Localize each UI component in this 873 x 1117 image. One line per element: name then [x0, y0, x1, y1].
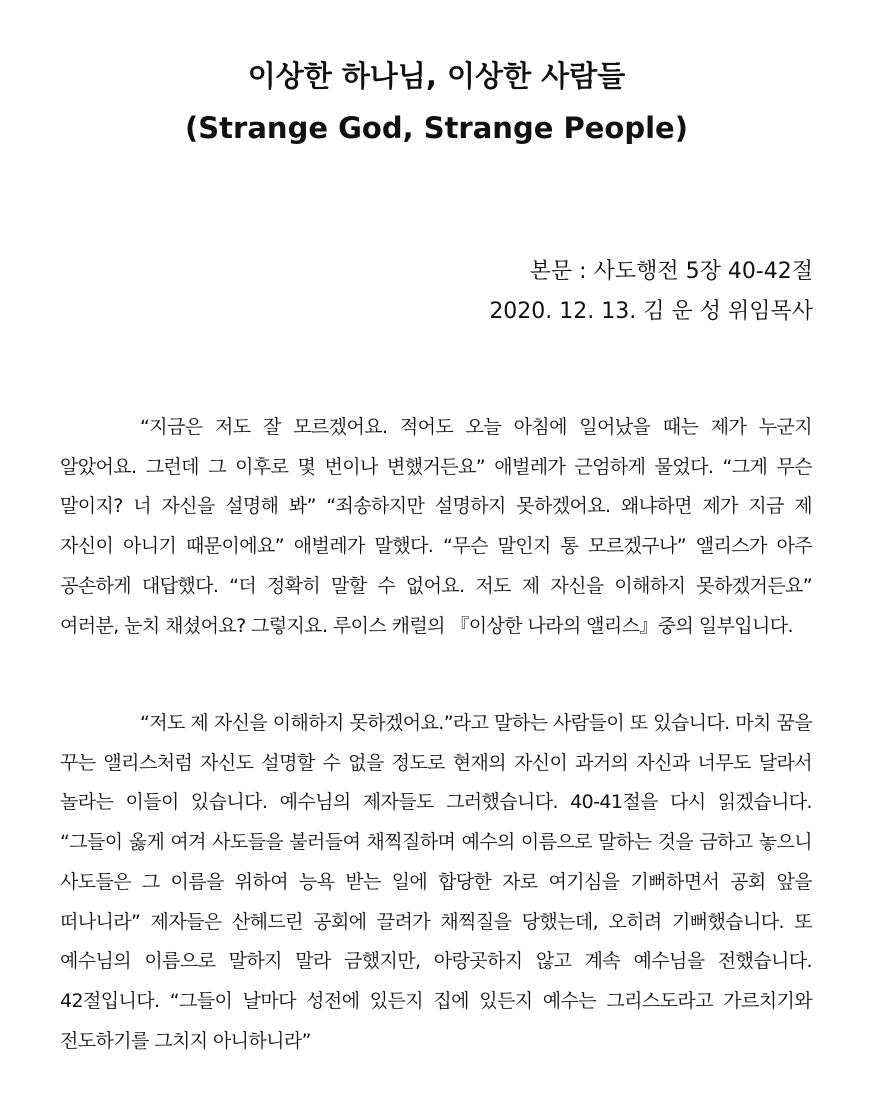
- title-english: (Strange God, Strange People): [185, 111, 688, 145]
- sermon-meta: [489, 252, 813, 332]
- body-paragraph-1: “지금은 저도 잘 모르겠어요. 적어도 오늘 아침에 일어났을 때는 제가 누군지 알았어요. 그런데 그 이후로 몇 번이나 변했거든요” 애벌레가 근엄하게 물었다. “그게 무슨 말이지? 너 자신을 설명해 봐” “죄송하지만 설명하지 못하겠어요. 왜냐하면 제가 지금 제 자신이 아니기 때문이에요” 애벌레가 말했다. “무슨 말인지 통 모르겠구나” 앨리스가 아주 공손하게 대답했다. “더 정확히 말할 수 없어요. 저도 제 자신을 이해하지 못하겠거든요” 여러분, 눈치 채셨어요? 그렇지요. 루이스 캐럴의 『이상한 나라의 앨리스』중의 일부입니다.: [60, 416, 812, 637]
- scripture-reference: 본문 : 사도행전 5장 40-42절: [529, 259, 813, 284]
- body-paragraph-2: “저도 제 자신을 이해하지 못하겠어요.”라고 말하는 사람들이 또 있습니다. 마치 꿈을 꾸는 앨리스처럼 자신도 설명할 수 없을 정도로 현재의 자신이 과거의 자신과 너무도 달라서 놀라는 이들이 있습니다. 예수님의 제자들도 그러했습니다. 40-41절을 다시 읽겠습니다. “그들이 옳게 여겨 사도들을 불러들여 채찍질하며 예수의 이름으로 말하는 것을 금하고 놓으니 사도들은 그 이름을 위하여 능욕 받는 일에 합당한 자로 여기심을 기뻐하면서 공회 앞을 떠나니라” 제자들은 산헤드린 공회에 끌려가 채찍질을 당했는데, 오히려 기뻐했습니다. 또 예수님의 이름으로 말하지 말라 금했지만, 아랑곳하지 않고 계속 예수님을 전했습니다. 42절입니다. “그들이 날마다 성전에 있든지 집에 있든지 예수는 그리스도라고 가르치기와 전도하기를 그치지 아니하니라”: [60, 712, 812, 1052]
- title-korean: 이상한 하나님, 이상한 사람들: [247, 59, 626, 93]
- sermon-title: [0, 50, 873, 154]
- date-and-author: 2020. 12. 13. 김 운 성 위임목사: [489, 299, 813, 324]
